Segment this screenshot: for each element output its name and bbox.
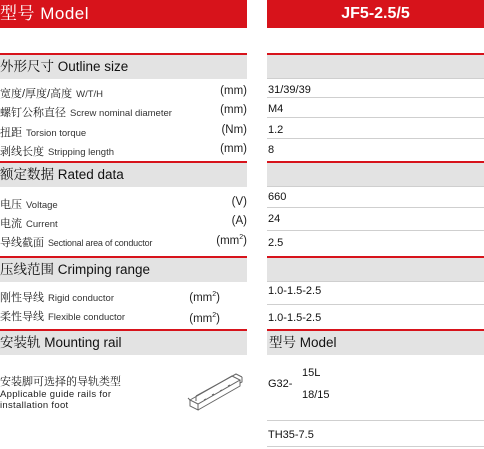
spec-label-cn: 剥线长度: [0, 146, 44, 158]
spec-value-flexible: 1.0-1.5-2.5: [268, 312, 322, 324]
spec-label-cn: 扭距: [0, 127, 22, 139]
spec-unit: (mm): [220, 85, 247, 97]
spec-value-stripping: 8: [268, 144, 275, 156]
rail-g32-18-15: 18/15: [302, 389, 330, 401]
mounting-model-title: 型号 Model: [269, 335, 337, 350]
row-divider: [267, 186, 484, 187]
rail-desc-en-2: installation foot: [0, 400, 69, 411]
spec-label-cn: 电压: [0, 199, 22, 211]
rated-section-spacer: [267, 163, 484, 187]
model-header-left-text: 型号 Model: [0, 4, 90, 23]
spec-label-en: Current: [26, 219, 58, 230]
crimping-section-title: 压线范围 Crimping range: [0, 262, 151, 277]
crimping-section-spacer: [267, 258, 484, 282]
rail-desc-en-1: Applicable guide rails for: [0, 389, 112, 400]
spec-label-en: W/T/H: [76, 89, 104, 100]
spec-unit: [216, 234, 247, 247]
row-divider: [267, 446, 484, 447]
rail-g32-prefix: G32-: [268, 378, 293, 390]
spec-label-cn: 导线截面: [0, 237, 44, 249]
rail-th35: TH35-7.5: [268, 429, 314, 441]
spec-label-en: Torsion torque: [26, 128, 87, 139]
outline-section-title: 外形尺寸 Outline size: [0, 59, 129, 74]
spec-value-rigid: 1.0-1.5-2.5: [268, 285, 322, 297]
row-divider: [267, 97, 484, 98]
spec-label-en: Screw nominal diameter: [70, 108, 172, 119]
spec-label-cn: 柔性导线: [0, 311, 44, 323]
crimping-section-header: [0, 258, 247, 282]
rail-g32-15l: 15L: [302, 367, 321, 379]
spec-unit: (Nm): [221, 124, 247, 136]
row-divider: [267, 207, 484, 208]
row-divider: [267, 230, 484, 231]
spec-unit-sup: 2: [239, 234, 244, 241]
spec-unit: [189, 312, 220, 325]
spec-label-cn: 刚性导线: [0, 292, 44, 304]
row-divider: [267, 138, 484, 139]
spec-unit: (mm): [220, 104, 247, 116]
spec-label-cn: 宽度/厚度/高度: [0, 88, 73, 100]
spec-value-voltage: 660: [268, 191, 287, 203]
spec-value-torque: 1.2: [268, 124, 284, 136]
row-divider: [267, 420, 484, 421]
spec-label-en: Stripping length: [48, 147, 115, 158]
spec-unit-sup: 2: [212, 312, 217, 319]
outline-section-header: [0, 55, 247, 79]
spec-unit-end: ): [216, 312, 220, 325]
spec-label-en: Rigid conductor: [48, 293, 115, 304]
spec-value-current: 24: [268, 213, 281, 225]
mounting-model-header: [267, 331, 484, 355]
spec-value-wth: 31/39/39: [268, 84, 311, 96]
din-rail-icon: [186, 370, 246, 414]
row-divider: [267, 117, 484, 118]
spec-value-screw: M4: [268, 103, 284, 115]
spec-unit-base: (mm: [189, 312, 213, 325]
rated-section-header: [0, 163, 247, 187]
spec-unit-base: (mm: [189, 291, 213, 304]
spec-unit: (mm): [220, 143, 247, 155]
mounting-section-title: 安装轨 Mounting rail: [0, 335, 122, 350]
rail-desc-cn: 安装脚可选择的导轨类型: [0, 376, 121, 388]
spec-label-cn: 电流: [0, 218, 22, 230]
row-divider: [267, 304, 484, 305]
model-header-right: JF5-2.5/5: [267, 0, 484, 28]
spec-unit: [189, 291, 220, 304]
mounting-section-header: [0, 331, 247, 355]
model-header-left: [0, 0, 247, 28]
spec-unit: (V): [231, 196, 247, 208]
row-divider: [267, 281, 484, 282]
spec-unit-end: ): [216, 291, 220, 304]
rated-section-title: 额定数据 Rated data: [0, 167, 124, 182]
spec-unit-base: (mm: [216, 234, 240, 247]
spec-label-en: Sectional area of conductor: [48, 238, 153, 248]
spec-unit: (A): [231, 215, 247, 227]
spec-label-cn: 螺钉公称直径: [0, 107, 66, 119]
spec-unit-sup: 2: [212, 291, 217, 298]
row-divider: [267, 78, 484, 79]
spec-label-en: Voltage: [26, 200, 58, 211]
spec-label-en: Flexible conductor: [48, 312, 126, 323]
spec-unit-end: ): [243, 234, 247, 247]
spec-value-section-area: 2.5: [268, 237, 284, 249]
outline-section-spacer: [267, 55, 484, 79]
